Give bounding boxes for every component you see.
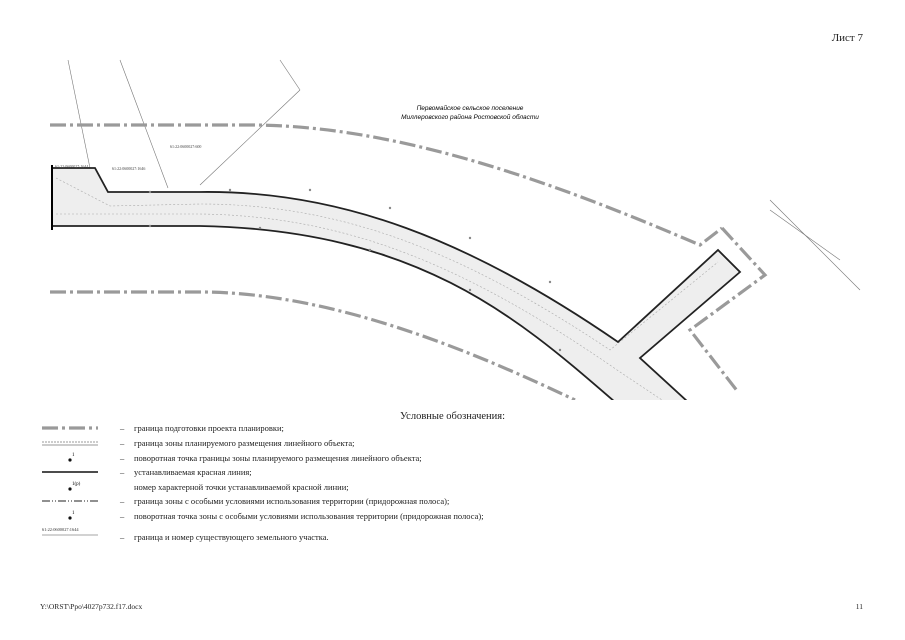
- legend-dash: –: [120, 438, 125, 448]
- legend-text: поворотная точка границы зоны планируемого размещения линейного объекта;: [134, 453, 422, 463]
- parcel-label: 61:22:0600027:1646: [112, 166, 146, 171]
- footer-file-path: Y:\ORST\Ppo\4027p732.f17.docx: [40, 602, 143, 611]
- legend-item-land-plot: [40, 526, 680, 540]
- legend-item-special-zone-boundary: [40, 494, 680, 508]
- special-zone-boundary-symbol: [40, 494, 100, 508]
- legend-text: номер характерной точки устанавливаемой красной линии;: [134, 482, 349, 492]
- turning-point-symbol: [40, 451, 100, 465]
- special-zone-point-symbol: [40, 509, 100, 523]
- legend-dash: –: [120, 453, 125, 463]
- legend-text: устанавливаемая красная линия;: [134, 467, 252, 477]
- legend-text: поворотная точка зоны с особыми условиями использования территории (придорожная полоса);: [134, 511, 484, 521]
- special-zone-point-label: 1: [72, 511, 75, 516]
- region-label-line2: Миллеровского района Ростовской области: [401, 114, 539, 121]
- legend-item-red-line: [40, 465, 680, 479]
- legend-dash: –: [120, 511, 125, 521]
- planning-boundary-symbol: [40, 421, 100, 435]
- legend-item-special-zone-point: [40, 509, 680, 523]
- sheet-number-label: Лист 7: [831, 32, 863, 44]
- red-line-point-label: 1(р): [72, 482, 81, 487]
- land-plot-number: 61:22:0600027:1644: [42, 527, 79, 532]
- legend-text: граница и номер существующего земельного участка.: [134, 532, 329, 542]
- legend-item-linear-object-zone: [40, 436, 680, 450]
- road-zone: [52, 168, 740, 400]
- legend-item-planning-boundary: [40, 421, 680, 435]
- page-number: 11: [855, 602, 863, 611]
- legend-text: граница зоны с особыми условиями использования территории (придорожная полоса);: [134, 496, 450, 506]
- red-line-symbol: [40, 465, 100, 479]
- linear-object-zone-symbol: [40, 436, 100, 450]
- red-line-point-symbol: [40, 480, 100, 494]
- land-plot-symbol: [40, 526, 100, 540]
- turning-point-label: 1: [72, 453, 75, 458]
- legend-dash: –: [120, 532, 125, 542]
- legend-text: граница подготовки проекта планировки;: [134, 423, 284, 433]
- legend-dash: –: [120, 496, 125, 506]
- legend-text: граница зоны планируемого размещения линейного объекта;: [134, 438, 355, 448]
- legend-dash: –: [120, 467, 125, 477]
- legend-dash: –: [120, 423, 125, 433]
- parcel-label: 61:22:0600027:600: [170, 144, 202, 149]
- parcel-label: 61:22:0600027:1644: [55, 164, 89, 169]
- legend-item-turning-point: [40, 451, 680, 465]
- region-label-line1: Первомайское сельское поселение: [416, 105, 524, 112]
- legend-title: Условные обозначения:: [400, 411, 506, 422]
- legend-item-red-line-point: [40, 480, 680, 494]
